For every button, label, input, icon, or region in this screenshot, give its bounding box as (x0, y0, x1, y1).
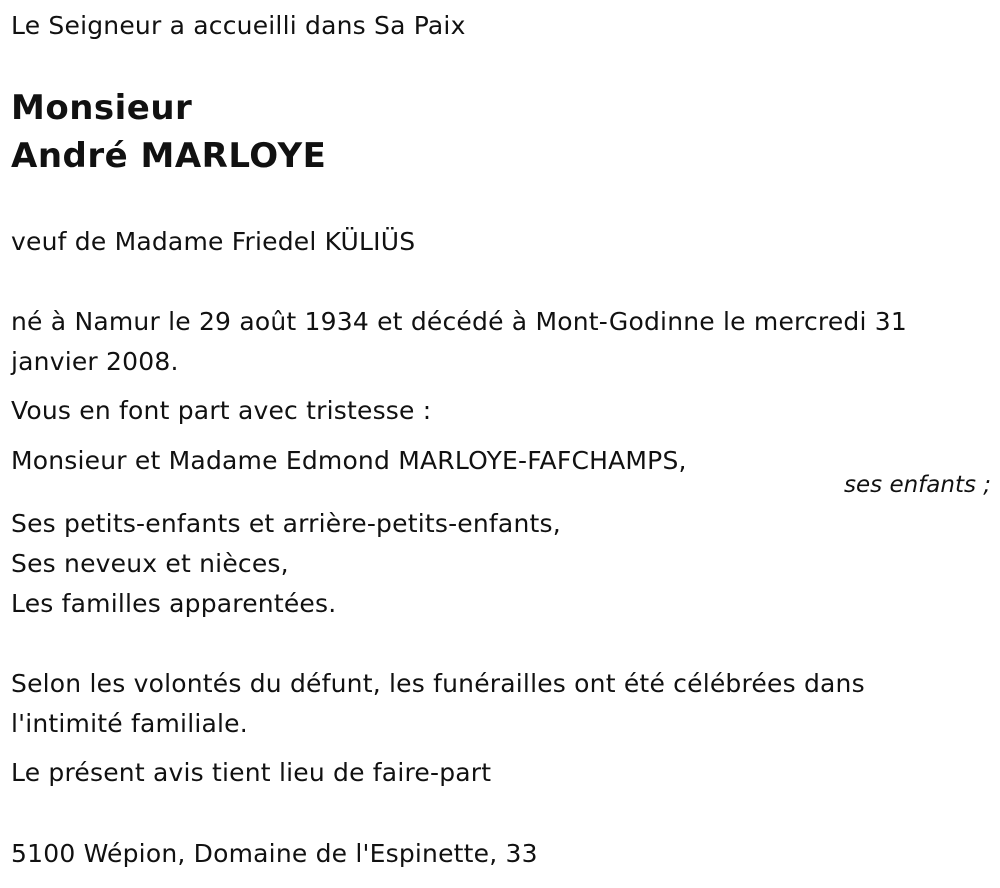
family-line-relatives: Les familles apparentées. (11, 589, 337, 618)
deceased-full-name: André MARLOYE (11, 136, 327, 176)
children-names: Monsieur et Madame Edmond MARLOYE-FAFCHAMPS, (11, 446, 687, 475)
announcement-text: Vous en font part avec tristesse : (11, 396, 432, 425)
notice-note-text: Le présent avis tient lieu de faire-part (11, 758, 492, 787)
intro-text: Le Seigneur a accueilli dans Sa Paix (11, 11, 466, 40)
family-line-nephews: Ses neveux et nièces, (11, 549, 289, 578)
funeral-wishes-text: Selon les volontés du défunt, les funérailles ont été célébrées dans l'intimité familiale. (11, 669, 865, 738)
widow-of-text: veuf de Madame Friedel KÜLIÜS (11, 227, 416, 256)
children-relation: ses enfants ; (844, 472, 991, 498)
address-text: 5100 Wépion, Domaine de l'Espinette, 33 (11, 839, 538, 868)
family-list (11, 504, 561, 624)
deceased-name-block (11, 84, 326, 180)
family-line-grandchildren: Ses petits-enfants et arrière-petits-enfants, (11, 509, 561, 538)
birth-death-text: né à Namur le 29 août 1934 et décédé à Mont-Godinne le mercredi 31 janvier 2008. (11, 307, 907, 376)
deceased-title: Monsieur (11, 88, 193, 128)
